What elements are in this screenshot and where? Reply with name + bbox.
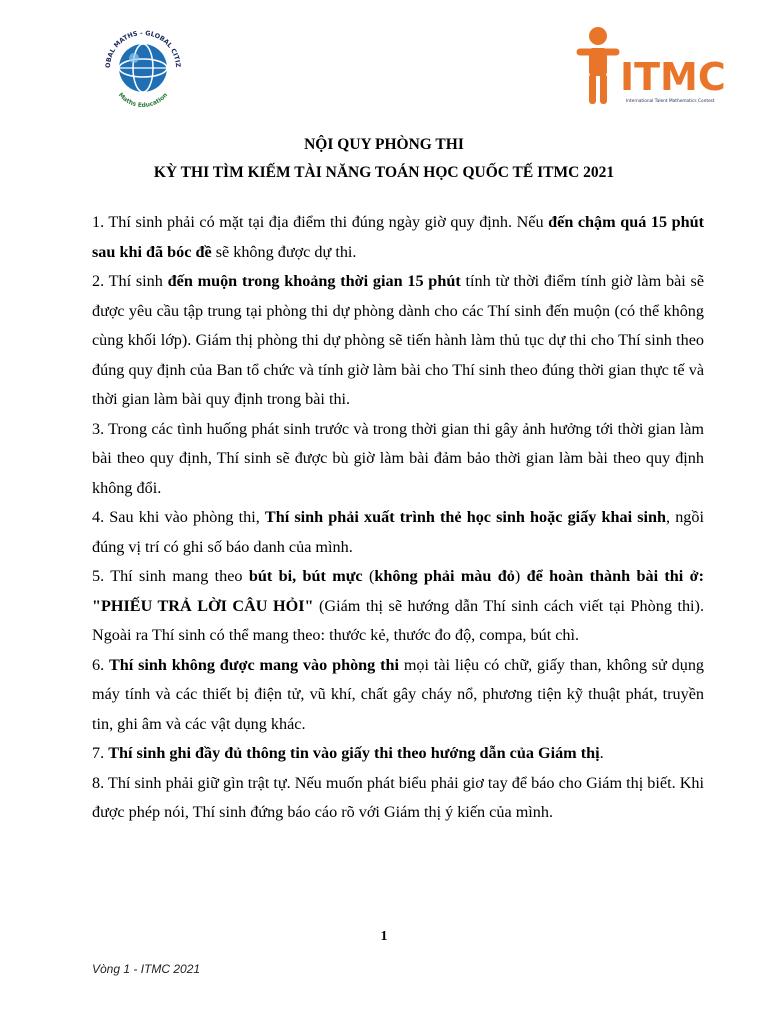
rule-4: 4. Sau khi vào phòng thi, Thí sinh phải xuất trình thẻ học sinh hoặc giấy khai sinh, ngồi đúng vị trí có ghi số báo danh của mình. <box>92 508 704 556</box>
right-logo-subtext: International Talent Mathematics Contest <box>626 99 715 104</box>
rule-3: 3. Trong các tình huống phát sinh trước và trong thời gian thi gây ảnh hưởng tới thời gian làm bài theo quy định, Thí sinh sẽ được bù giờ làm bài đảm bảo thời gian làm bài theo quy định không đổi. <box>92 419 704 497</box>
rule-8: 8. Thí sinh phải giữ gìn trật tự. Nếu muốn phát biểu phải giơ tay để báo cho Giám thị biết. Khi được phép nói, Thí sinh đứng báo cáo rõ với Giám thị ý kiến của mình. <box>92 773 704 821</box>
rules-body <box>92 208 704 828</box>
right-logo-text: ITMC <box>620 55 726 99</box>
left-logo-subtext: Maths Education <box>116 91 170 108</box>
rule-7: 7. Thí sinh ghi đầy đủ thông tin vào giấy thi theo hướng dẫn của Giám thị. <box>92 744 604 762</box>
title-line-1: NỘI QUY PHÒNG THI <box>304 136 464 153</box>
rule-6: 6. Thí sinh không được mang vào phòng thi mọi tài liệu có chữ, giấy than, không sử dụng máy tính và các thiết bị điện tử, vũ khí, chất gây cháy nổ, phương tiện kỹ thuật phát, truyền tin, ghi âm và các vật dụng khác. <box>92 655 705 733</box>
global-maths-logo <box>96 24 190 108</box>
rule-2: 2. Thí sinh đến muộn trong khoảng thời gian 15 phút tính từ thời điểm tính giờ làm bài sẽ được yêu cầu tập trung tại phòng thi dự phòng dành cho các Thí sinh đến muộn (có thể không cùng khối lớp). Giám thị phòng thi dự phòng sẽ tiến hành làm thủ tục dự thi cho Thí sinh theo đúng quy định của Ban tổ chức và tính giờ làm bài cho Thí sinh theo đúng thời gian thực tế và thời gian làm bài quy định trong bài thi. <box>92 272 705 408</box>
footer-text: Vòng 1 - ITMC 2021 <box>92 962 201 976</box>
title-line-2: KỲ THI TÌM KIẾM TÀI NĂNG TOÁN HỌC QUỐC TẾ ITMC 2021 <box>153 164 615 181</box>
svg-text:Maths Education <box>117 92 169 108</box>
page-number: 1 <box>380 929 388 944</box>
rule-5: 5. Thí sinh mang theo bút bi, bút mực (không phải màu đỏ) để hoàn thành bài thi ở: "PHIẾU TRẢ LỜI CÂU HỎI" (Giám thị sẽ hướng dẫn Thí sinh cách viết tại Phòng thi). Ngoài ra Thí sinh có thể mang theo: thước kẻ, thước đo độ, compa, bút chì. <box>92 567 704 644</box>
rule-1: 1. Thí sinh phải có mặt tại địa điểm thi đúng ngày giờ quy định. Nếu đến chậm quá 15 phút sau khi đã bóc đề sẽ không được dự thi. <box>92 213 704 261</box>
left-logo-text: OBAL MATHS - GLOBAL CITIZ <box>103 28 183 69</box>
itmc-logo <box>572 24 726 110</box>
